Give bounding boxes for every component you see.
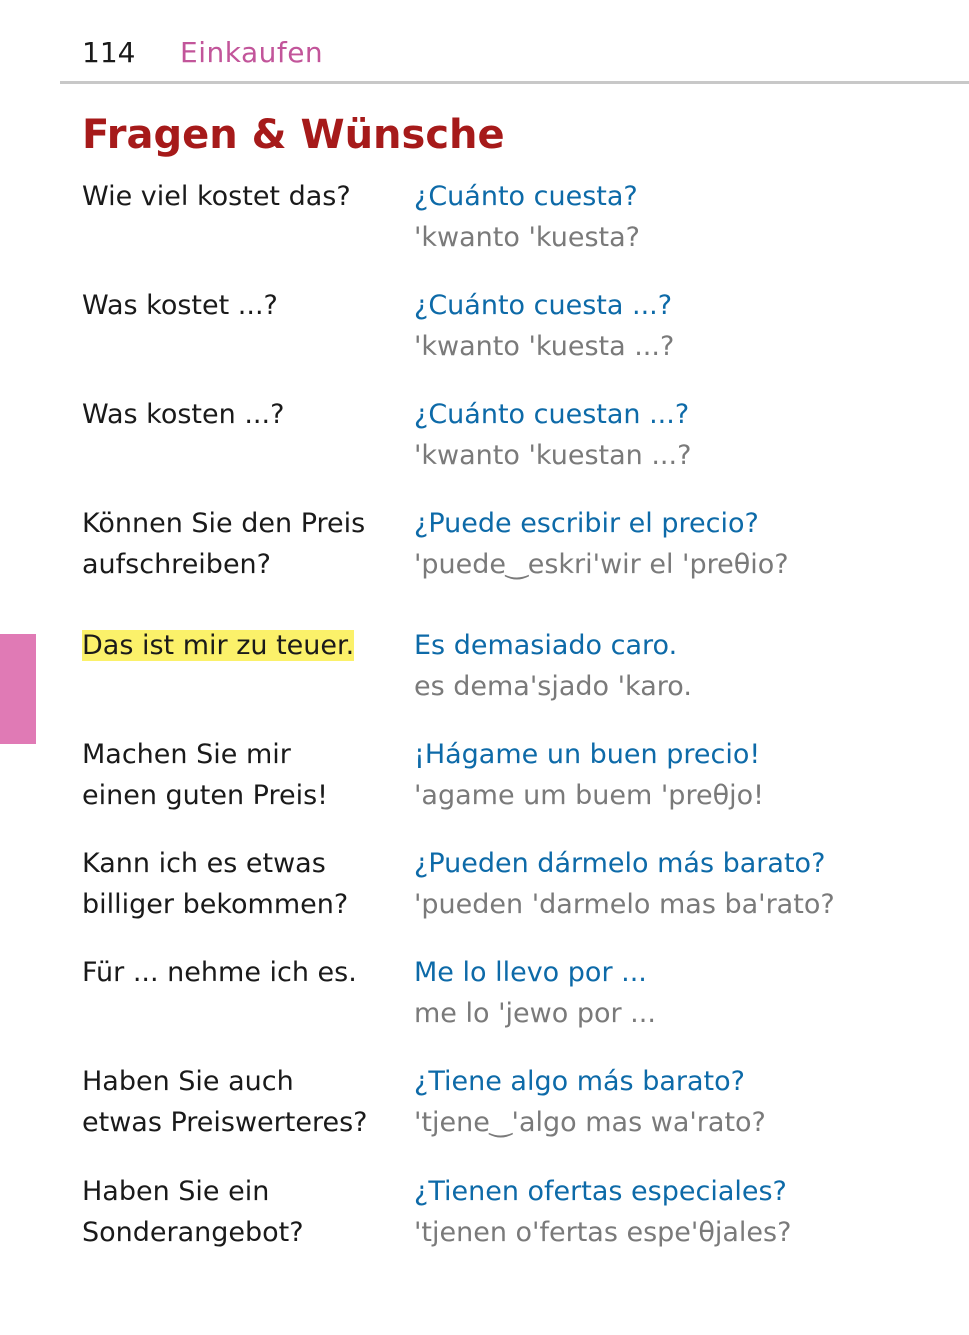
german-line: Machen Sie mir bbox=[82, 739, 291, 770]
spanish-phrase: ¿Cuánto cuesta ...? bbox=[414, 290, 673, 321]
header-divider bbox=[60, 81, 969, 84]
pronunciation: 'kwanto 'kuesta? bbox=[414, 222, 640, 253]
german-phrase bbox=[82, 843, 402, 925]
pronunciation: 'tjenen o'fertas espe'θjales? bbox=[414, 1217, 792, 1248]
pronunciation: es dema'sjado 'karo. bbox=[414, 671, 692, 702]
spanish-phrase: ¿Pueden dármelo más barato? bbox=[414, 848, 826, 879]
german-line: einen guten Preis! bbox=[82, 780, 328, 811]
german-line: Wie viel kostet das? bbox=[82, 181, 351, 212]
german-phrase bbox=[82, 734, 402, 816]
pronunciation: 'kwanto 'kuestan ...? bbox=[414, 440, 692, 471]
german-phrase bbox=[82, 952, 402, 993]
german-phrase bbox=[82, 285, 402, 326]
spanish-phrase: ¿Cuánto cuestan ...? bbox=[414, 399, 690, 430]
pronunciation: 'pueden 'darmelo mas ba'rato? bbox=[414, 889, 835, 920]
spanish-phrase: ¿Tienen ofertas especiales? bbox=[414, 1176, 787, 1207]
german-line: Was kostet ...? bbox=[82, 290, 278, 321]
highlighted-german-line: Das ist mir zu teuer. bbox=[82, 630, 355, 661]
german-line: Haben Sie ein bbox=[82, 1176, 270, 1207]
page-header bbox=[0, 0, 969, 84]
german-line: Können Sie den Preis bbox=[82, 508, 366, 539]
german-line: billiger bekommen? bbox=[82, 889, 349, 920]
spanish-phrase: Me lo llevo por ... bbox=[414, 957, 647, 988]
german-line: etwas Preiswerteres? bbox=[82, 1107, 368, 1138]
spanish-phrase: ¡Hágame un buen precio! bbox=[414, 739, 761, 770]
german-line: Kann ich es etwas bbox=[82, 848, 326, 879]
pronunciation: me lo 'jewo por ... bbox=[414, 998, 656, 1029]
german-phrase bbox=[82, 394, 402, 435]
spanish-phrase: ¿Cuánto cuesta? bbox=[414, 181, 638, 212]
german-phrase bbox=[82, 1171, 402, 1253]
german-phrase bbox=[82, 176, 402, 217]
spanish-phrase: ¿Tiene algo más barato? bbox=[414, 1066, 745, 1097]
spanish-phrase: ¿Puede escribir el precio? bbox=[414, 508, 759, 539]
pronunciation: 'agame um buem 'preθjo! bbox=[414, 780, 764, 811]
german-phrase bbox=[82, 1061, 402, 1143]
german-line: Was kosten ...? bbox=[82, 399, 285, 430]
german-phrase bbox=[82, 625, 402, 666]
german-phrase bbox=[82, 503, 402, 585]
chapter-side-tab bbox=[0, 634, 36, 744]
spanish-phrase: Es demasiado caro. bbox=[414, 630, 678, 661]
section-title: Fragen & Wünsche bbox=[82, 112, 505, 158]
german-line: Sonderangebot? bbox=[82, 1217, 304, 1248]
german-line: Haben Sie auch bbox=[82, 1066, 294, 1097]
german-line: Für ... nehme ich es. bbox=[82, 957, 357, 988]
chapter-title: Einkaufen bbox=[180, 36, 324, 69]
pronunciation: 'kwanto 'kuesta ...? bbox=[414, 331, 675, 362]
page-number: 114 bbox=[82, 36, 136, 69]
pronunciation: 'tjene‿'algo mas wa'rato? bbox=[414, 1107, 766, 1138]
german-line: aufschreiben? bbox=[82, 549, 271, 580]
pronunciation: 'puede‿eskri'wir el 'preθio? bbox=[414, 549, 789, 580]
